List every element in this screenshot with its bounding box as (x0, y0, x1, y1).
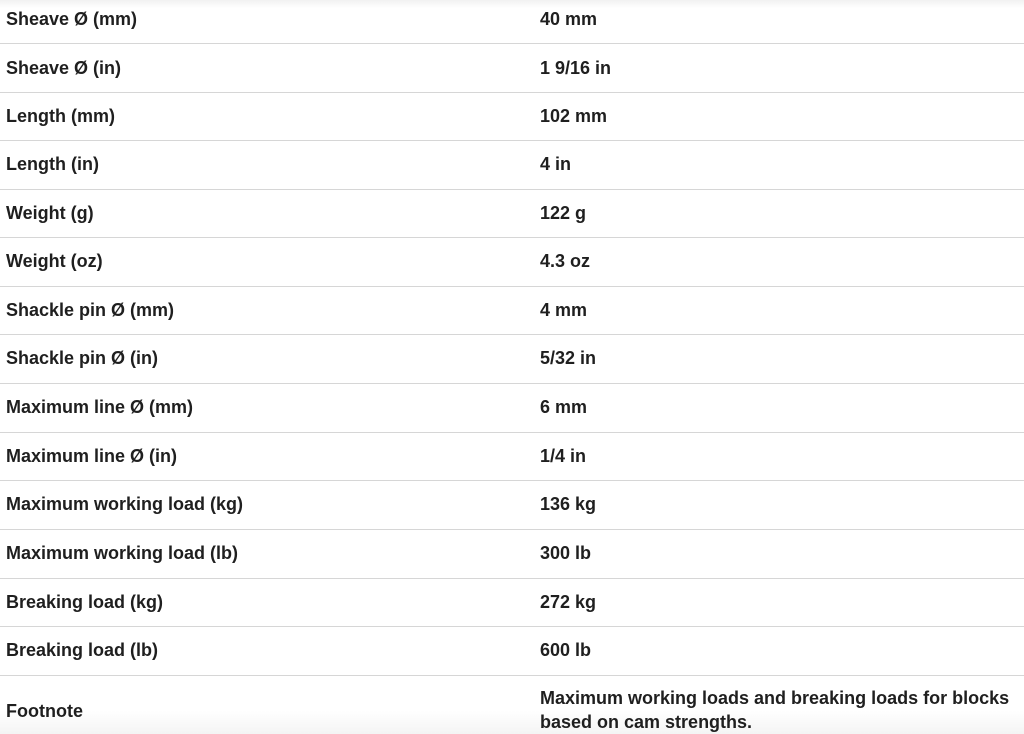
footnote-label: Footnote (6, 701, 83, 721)
row-label: Sheave Ø (mm) (6, 9, 138, 29)
row-label: Weight (oz) (6, 251, 103, 271)
row-value: 4 in (540, 154, 572, 174)
row-value: 1/4 in (540, 446, 587, 466)
table-row (0, 627, 1024, 676)
row-value: 136 kg (540, 494, 597, 514)
table-row (0, 579, 1024, 627)
row-label: Maximum working load (kg) (6, 494, 244, 514)
row-value: 102 mm (540, 106, 608, 126)
row-value: 600 lb (540, 640, 592, 660)
table-row (0, 190, 1024, 238)
table-row (0, 141, 1024, 190)
row-value: 300 lb (540, 543, 592, 563)
table-row (0, 0, 1024, 44)
row-value: 272 kg (540, 592, 597, 612)
row-value: 122 g (540, 203, 587, 223)
row-value: 6 mm (540, 397, 588, 417)
table-row (0, 481, 1024, 530)
table-row (0, 384, 1024, 433)
footnote-text: Maximum working loads and breaking loads for blocks based on cam strengths. (540, 688, 1010, 732)
table-row (0, 287, 1024, 335)
table-row (0, 93, 1024, 141)
table-row (0, 433, 1024, 481)
row-label: Length (in) (6, 154, 99, 174)
row-label: Maximum line Ø (in) (6, 446, 178, 466)
row-label: Sheave Ø (in) (6, 58, 122, 78)
table-row (0, 44, 1024, 93)
row-label: Maximum line Ø (mm) (6, 397, 194, 417)
row-label: Shackle pin Ø (mm) (6, 300, 175, 320)
row-value: 5/32 in (540, 348, 597, 368)
row-label: Length (mm) (6, 106, 115, 126)
table-row (0, 335, 1024, 384)
row-label: Breaking load (kg) (6, 592, 164, 612)
row-value: 4.3 oz (540, 251, 591, 271)
row-value: 40 mm (540, 9, 598, 29)
row-label: Maximum working load (lb) (6, 543, 239, 563)
table-row (0, 238, 1024, 287)
row-label: Breaking load (lb) (6, 640, 159, 660)
footnote-row (0, 676, 1024, 734)
row-value: 1 9/16 in (540, 58, 612, 78)
table-row (0, 530, 1024, 579)
row-label: Weight (g) (6, 203, 94, 223)
row-label: Shackle pin Ø (in) (6, 348, 159, 368)
row-value: 4 mm (540, 300, 588, 320)
